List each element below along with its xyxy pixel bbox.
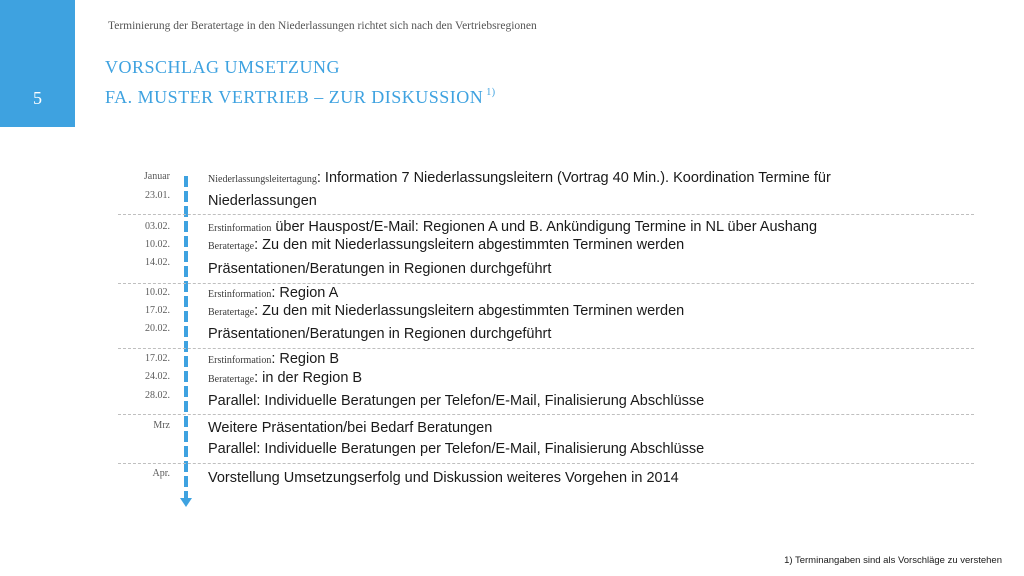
timeline-date: 28.02. [145,390,170,401]
timeline-separator [118,414,974,415]
timeline-entry-line [208,170,831,186]
entry-text: Vorstellung Umsetzungserfolg und Diskussion weiteres Vorgehen in 2014 [208,470,679,486]
timeline-date: 10.02. [145,287,170,298]
timeline-entry-line [208,326,551,342]
timeline-entry-line [208,370,362,386]
timeline-date: 23.01. [145,190,170,201]
slide-title-line2-text: FA. MUSTER VERTRIEB – ZUR DISKUSSION [105,87,484,107]
timeline-arrow-icon [180,498,192,507]
timeline-date: 24.02. [145,371,170,382]
entry-text: : Region A [271,285,339,301]
entry-text: Präsentationen/Beratungen in Regionen durchgeführt [208,326,552,342]
timeline-separator [118,348,974,349]
timeline-entry-line [208,470,679,486]
entry-text: Weitere Präsentation/bei Bedarf Beratungen [208,420,493,436]
timeline-date: 20.02. [145,323,170,334]
entry-text: Parallel: Individuelle Beratungen per Telefon/E-Mail, Finalisierung Abschlüsse [208,393,705,409]
slide-header: Terminierung der Beratertage in den Niederlassungen richtet sich nach den Vertriebsregionen [108,20,537,32]
timeline-date: Januar [143,171,170,182]
slide-title-line1: VORSCHLAG UMSETZUNG [105,57,341,77]
timeline-entry-line [208,193,317,209]
timeline-entry-line [208,219,817,235]
entry-label: Beratertage [208,374,255,385]
entry-label: Erstinformation [208,223,272,234]
entry-text: Parallel: Individuelle Beratungen per Telefon/E-Mail, Finalisierung Abschlüsse [208,441,705,457]
entry-label: Erstinformation [208,355,272,366]
entry-text: : Region B [271,351,340,367]
timeline-date: 03.02. [145,221,170,232]
entry-text: : Zu den mit Niederlassungsleitern abgestimmten Terminen werden [254,237,685,253]
entry-text: Präsentationen/Beratungen in Regionen durchgeführt [208,261,552,277]
entry-text: : Information 7 Niederlassungsleitern (Vortrag 40 Min.). Koordination Termine für [316,170,831,186]
timeline-date: 14.02. [145,257,170,268]
entry-label: Beratertage [208,241,255,252]
timeline-separator [118,463,974,464]
timeline-date: 17.02. [145,353,170,364]
timeline-entry-line [208,237,684,253]
timeline-date: 17.02. [145,305,170,316]
entry-text: : Zu den mit Niederlassungsleitern abgestimmten Terminen werden [254,303,685,319]
timeline-date: 10.02. [145,239,170,250]
timeline-date: Apr. [152,468,170,479]
entry-text: : in der Region B [254,370,363,386]
timeline-axis [184,176,188,498]
slide-number: 5 [33,88,42,108]
timeline-entry-line [208,420,492,436]
title-footnote-marker: 1) [486,87,496,98]
timeline-entry-line [208,351,339,367]
timeline-entry-line [208,303,684,319]
timeline-date: Mrz [153,420,170,431]
timeline-entry-line [208,261,551,277]
timeline-entry-line [208,441,704,457]
slide-title-line2 [105,87,496,108]
entry-text: über Hauspost/E-Mail: Regionen A und B. Ankündigung Termine in NL über Aushang [271,219,818,235]
entry-label: Erstinformation [208,289,272,300]
entry-label: Beratertage [208,307,255,318]
entry-text: Niederlassungen [208,193,317,209]
timeline-separator [118,214,974,215]
timeline-entry-line [208,393,704,409]
entry-label: Niederlassungsleitertagung [208,174,317,185]
timeline-separator [118,283,974,284]
timeline-entry-line [208,285,338,301]
footnote: 1) Terminangaben sind als Vorschläge zu verstehen [784,555,1002,566]
